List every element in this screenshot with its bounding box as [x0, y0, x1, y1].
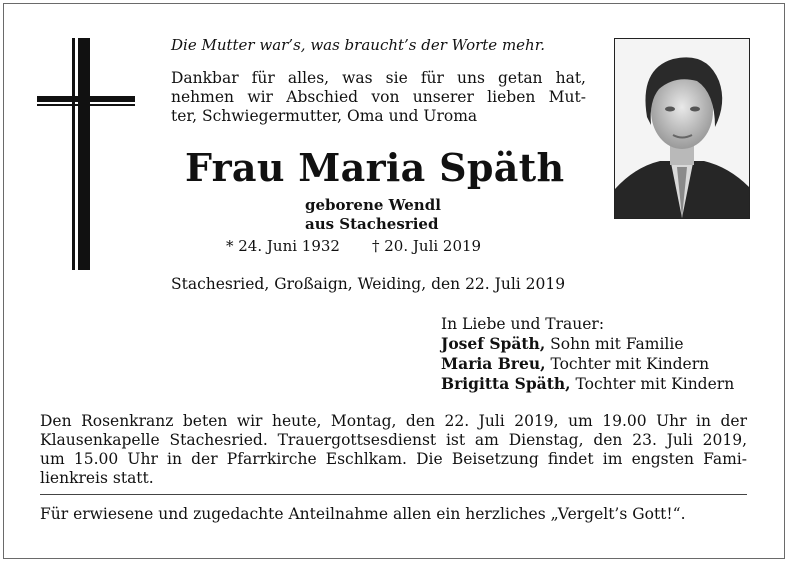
deceased-details: [305, 196, 441, 234]
intro-line: nehmen wir Abschied von unserer lieben Mut-: [171, 88, 586, 106]
mourner-relation: Tochter mit Kindern: [575, 375, 735, 393]
mourners-heading: In Liebe und Trauer:: [441, 315, 605, 333]
thanks-line: Für erwiesene und zugedachte Anteilnahme allen ein herzliches „Vergelt’s Gott!“.: [40, 505, 686, 523]
place-date: Stachesried, Großaign, Weiding, den 22. Juli 2019: [171, 275, 566, 293]
mourner-relation: Tochter mit Kindern: [550, 355, 710, 373]
birth-date: * 24. Juni 1932: [226, 237, 340, 255]
notice-line: Den Rosenkranz beten wir heute, Montag, den 22. Juli 2019, um 19.00 Uhr in der: [40, 412, 747, 430]
mourners-block: [441, 315, 734, 394]
notice-line: Klausenkapelle Stachesried. Trauergottsesdienst ist am Dienstag, den 23. Juli 2019,: [40, 431, 747, 449]
mourner-entry: [441, 354, 734, 374]
maiden-name: geborene Wendl: [305, 196, 441, 214]
intro-line: ter, Schwiegermutter, Oma und Uroma: [171, 107, 478, 125]
intro-text: [171, 69, 586, 126]
service-notice: [40, 412, 747, 488]
mourner-relation: Sohn mit Familie: [550, 335, 684, 353]
mourner-name: Josef Späth,: [441, 334, 546, 353]
mourner-entry: [441, 334, 734, 354]
mourner-name: Maria Breu,: [441, 354, 546, 373]
deceased-name: Frau Maria Späth: [185, 145, 565, 190]
origin: aus Stachesried: [305, 215, 439, 233]
death-date: † 20. Juli 2019: [372, 237, 482, 255]
mourner-entry: [441, 374, 734, 394]
intro-line: Dankbar für alles, was sie für uns getan hat,: [171, 69, 586, 87]
mourner-name: Brigitta Späth,: [441, 374, 571, 393]
notice-line: um 15.00 Uhr in der Pfarrkirche Eschlkam. Die Beisetzung findet im engsten Fami-: [40, 450, 747, 468]
divider: [40, 494, 747, 495]
notice-line: lienkreis statt.: [40, 469, 154, 487]
cross-icon: [37, 38, 135, 270]
motto: Die Mutter war’s, was braucht’s der Worte mehr.: [171, 36, 546, 54]
portrait-photo: [614, 38, 750, 219]
